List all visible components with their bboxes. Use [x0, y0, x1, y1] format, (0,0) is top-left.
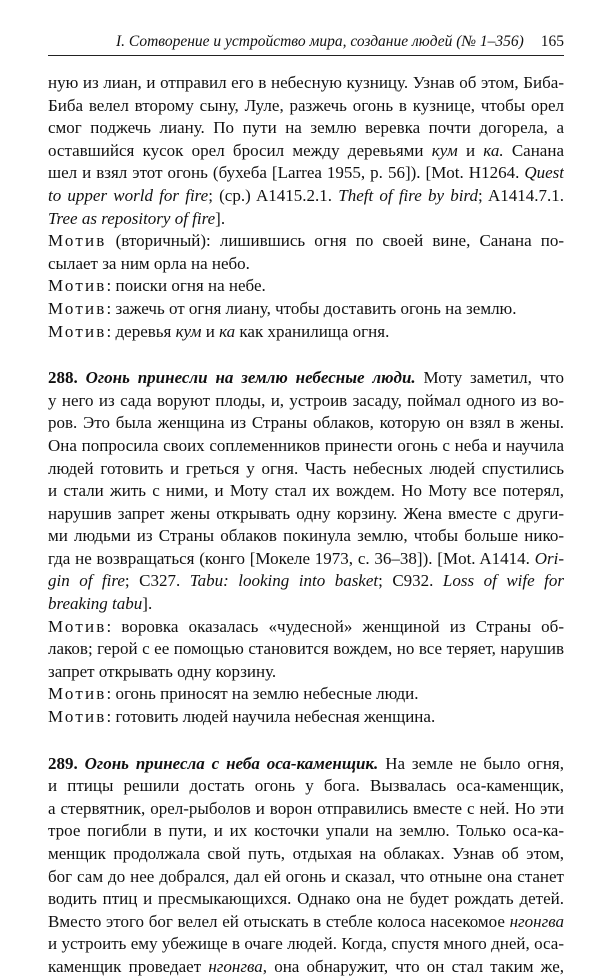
text-run: : огонь приносят на землю небесные люди. [106, 684, 419, 704]
text-run: нгонгва [208, 956, 263, 976]
text-line [48, 843, 564, 866]
text-line [48, 95, 564, 118]
text-run: людей готовить и греться у огня. Часть небесных людей спустились [48, 458, 564, 478]
text-run: ка. [483, 140, 504, 160]
text-run: ; (cp.) A1415.2.1. [208, 185, 339, 205]
text-run: Биба велел второму сыну, Луле, разжечь огонь в кузнице, чтобы орел [48, 95, 564, 115]
text-line [48, 208, 564, 231]
text-run: Theft of fire by bird [338, 185, 478, 205]
text-line [48, 706, 564, 729]
text-run: : зажечь от огня лиану, чтобы доставить огонь на землю. [106, 298, 517, 318]
text-line [48, 298, 564, 321]
text-run: гда не возвращаться (конго [Мокеле 1973, с. 36–38]). [Mot. A1414. [48, 548, 535, 568]
text-run: Она попросила своих соплеменников принести огонь с неба и научила [48, 435, 564, 455]
text-line [48, 570, 564, 593]
text-run: нарушив запрет жены открывать одну корзину. Жена вместе с други- [48, 503, 564, 523]
text-line [48, 956, 564, 979]
motif-label: Мотив [48, 276, 107, 296]
text-run: каменщик проведает [48, 956, 209, 976]
text-run: и стали жить с ними, и Моту стал их вождем. Но Моту все потерял, [48, 481, 564, 501]
text-run: На земле не было огня, [378, 753, 564, 773]
text-run: у него из сада воруют плоды, и, устроив засаду, поймал одного из во- [48, 390, 564, 410]
text-line [48, 798, 564, 821]
text-run: Tabu: looking into basket [189, 571, 379, 591]
text-line [48, 525, 564, 548]
text-run: ка [219, 321, 236, 341]
header-rule [48, 55, 564, 56]
text-run: кум [431, 140, 458, 160]
text-line [48, 390, 564, 413]
text-run: : готовить людей научила небесная женщина. [106, 707, 436, 727]
text-run: to upper world for fire [48, 185, 209, 205]
page-number: 165 [540, 33, 564, 50]
text-line [48, 616, 564, 639]
text-run: менщик продолжала свой путь, отдыхая на облаках. Узнав об этом, [48, 844, 564, 863]
text-run: ]. [215, 208, 226, 228]
text-line [48, 820, 564, 843]
motif-label: Мотив [48, 684, 107, 704]
text-run: gin of fire [48, 571, 125, 591]
text-line [48, 72, 564, 95]
text-run: и [457, 140, 484, 160]
text-run: ми людьми из Страны облаков покинула землю, чтобы больше нико- [48, 526, 564, 546]
running-title: I. Сотворение и устройство мира, создание людей (№ 1–356) [116, 33, 524, 50]
text-run: шел и взял этот огонь (бухеба [Larrea 1955, p. 56]). [Mot. H1264. [48, 163, 525, 183]
text-run: ; A1414.7.1. [477, 185, 564, 205]
motif-label: Мотив [48, 707, 107, 727]
text-line [48, 480, 564, 503]
text-run: Quest [524, 163, 564, 183]
text-run: , она обнаружит, что он стал таким же, [262, 956, 564, 976]
motif-label: Мотив [48, 231, 107, 251]
text-line [48, 275, 564, 298]
text-run: Ori- [534, 548, 564, 568]
text-run: ; C327. [124, 571, 190, 591]
text-line [48, 661, 564, 684]
text-run: Loss of wife for [442, 571, 564, 591]
text-run: лаков; герой с ее помощью становится вождем, но все теряет, нарушив [48, 639, 564, 659]
text-line [48, 888, 564, 911]
text-line [48, 683, 564, 706]
text-line [48, 503, 564, 526]
text-run: Моту заметил, что [415, 368, 564, 388]
text-run: кум [175, 321, 202, 341]
body-text [48, 72, 564, 979]
motif-label: Мотив [48, 321, 107, 341]
text-run: : воровка оказалась «чудесной» женщиной из Страны об- [106, 616, 564, 636]
text-run: ров. Это была женщина из Страны облаков, которую он взял в жены. [48, 413, 564, 433]
text-line [48, 593, 564, 616]
motif-label: Мотив [48, 298, 107, 318]
text-run: ]. [142, 594, 153, 614]
text-line [48, 775, 564, 798]
text-line [48, 140, 564, 163]
text-line [48, 367, 564, 390]
text-run: Вместо этого бог велел ей отыскать в стебле колоса насекомое [48, 911, 510, 931]
text-run: breaking tabu [48, 594, 143, 614]
text-run: : поиски огня на небе. [106, 276, 266, 296]
text-run: (вторичный): лишившись огня по своей вине, Санана по- [106, 231, 564, 251]
text-line [48, 933, 564, 956]
text-line [48, 911, 564, 934]
text-run: оставшийся кусок орел бросил между деревьями [48, 140, 432, 160]
text-line [48, 162, 564, 185]
text-run: ; C932. [378, 571, 443, 591]
text-run: а стервятник, орел-рыболов и ворон отправились вместе с ней. Но эти [48, 798, 564, 818]
text-line [48, 321, 564, 344]
text-run: и птицы решили достать огонь у бога. Вызвалась оса-каменщик, [48, 776, 564, 796]
motif-label: Мотив [48, 616, 107, 636]
text-run: сылает за ним орла на небо. [48, 253, 250, 273]
text-run: Огонь принесла с неба оса-каменщик. [84, 753, 379, 773]
text-line [48, 435, 564, 458]
text-run: нгонгва [509, 911, 564, 931]
text-run: запрет открывать одну корзину. [48, 661, 277, 681]
paragraph-gap [48, 729, 564, 753]
text-line [48, 412, 564, 435]
text-run: бог сам до нее добрался, дал ей огонь и сказал, что отныне она станет [48, 866, 564, 886]
text-run: смог поджечь лиану. По пути на землю веревка почти догорела, а [48, 118, 564, 138]
paragraph-gap [48, 343, 564, 367]
text-run: Санана [511, 140, 564, 160]
text-run: водить птиц и пресмыкающихся. Однако она не будет рождать детей. [48, 889, 564, 909]
text-line [48, 230, 564, 253]
text-run: 289. [48, 753, 85, 773]
text-line [48, 548, 564, 571]
text-line [48, 117, 564, 140]
text-run: : деревья [106, 321, 176, 341]
text-run: Tree as repository of fire [48, 208, 216, 228]
text-line [48, 253, 564, 276]
text-run: ную из лиан, и отправил его в небесную кузницу. Узнав об этом, Биба- [48, 73, 564, 92]
text-line [48, 185, 564, 208]
text-line [48, 753, 564, 776]
text-line [48, 458, 564, 481]
text-run: и [201, 321, 220, 341]
text-line [48, 866, 564, 889]
text-line [48, 638, 564, 661]
text-run: Огонь принесли на землю небесные люди. [85, 368, 416, 388]
text-run: трое погибли в пути, и их косточки упали на землю. Только оса-ка- [48, 821, 564, 841]
text-run: и устроить ему убежище в очаге людей. Когда, спустя много дней, оса- [48, 934, 564, 954]
text-run: 288. [48, 368, 86, 388]
text-run: как хранилища огня. [235, 321, 390, 341]
